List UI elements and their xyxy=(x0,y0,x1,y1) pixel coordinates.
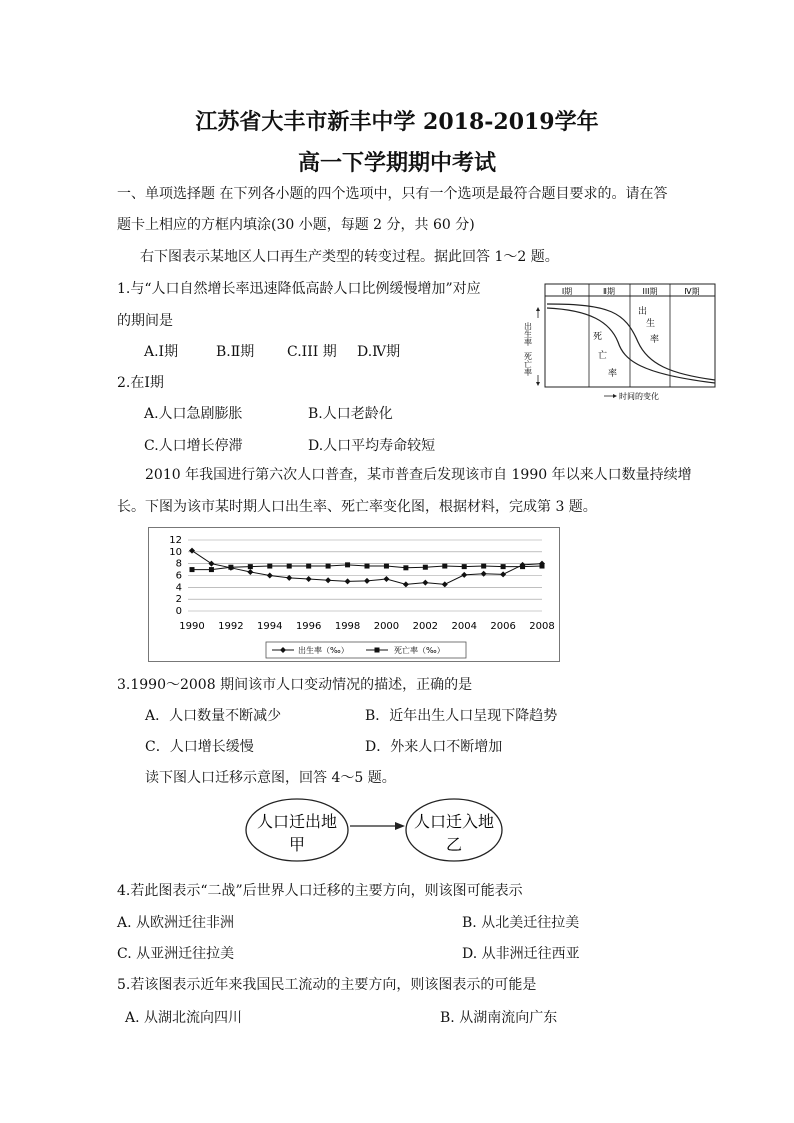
q4-option-d: D. 从非洲迁往西亚 xyxy=(462,946,580,962)
death-rate-point xyxy=(228,565,233,570)
curve-birth-char-2: 生 xyxy=(646,319,656,329)
q2-option-d: D.人口平均寿命较短 xyxy=(308,438,436,454)
q3-option-b: B．近年出生人口呈现下降趋势 xyxy=(365,708,558,724)
x-tick-label: 2006 xyxy=(490,621,516,632)
death-rate-point xyxy=(462,564,467,569)
q5-option-b: B. 从湖南流向广东 xyxy=(440,1010,558,1026)
curve-death-char-2: 亡 xyxy=(598,351,608,361)
x-tick-label: 1990 xyxy=(179,621,205,632)
death-rate-point xyxy=(501,564,506,569)
q2-option-b: B.人口老龄化 xyxy=(308,406,393,422)
page-title: 江苏省大丰市新丰中学 2018-2019学年 xyxy=(195,109,599,135)
death-rate-point xyxy=(423,565,428,570)
death-rate-point xyxy=(209,567,214,572)
y-label-death: 死亡率 xyxy=(523,352,533,376)
migration-diagram xyxy=(244,796,504,866)
y-label-birth: 出生率 xyxy=(523,322,533,346)
legend-death-marker xyxy=(375,648,380,653)
q2-option-c: C.人口增长停滞 xyxy=(144,438,243,454)
x-tick-label: 1996 xyxy=(295,621,322,632)
death-rate-point xyxy=(442,564,447,569)
death-rate-point xyxy=(190,567,195,572)
q3-option-a: A．人口数量不断减少 xyxy=(145,708,282,724)
period-1-label: Ⅰ期 xyxy=(561,287,573,296)
q1-option-c: C.III 期 xyxy=(287,344,337,360)
intro-q4-5: 读下图人口迁移示意图，回答 4～5 题。 xyxy=(145,770,396,786)
legend-birth-label: 出生率（‰） xyxy=(298,646,349,655)
x-label-time: 时间的变化 xyxy=(619,392,659,401)
q4-stem: 4.若此图表示“二战”后世界人口迁移的主要方向，则该图可能表示 xyxy=(117,883,523,899)
curve-death-char-3: 率 xyxy=(608,369,618,379)
curve-birth-char-3: 率 xyxy=(650,335,660,345)
section-instructions-cont: 题卡上相应的方框内填涂(30 小题，每题 2 分，共 60 分) xyxy=(117,217,475,233)
death-rate-point xyxy=(481,564,486,569)
death-rate-point xyxy=(365,564,370,569)
q2-stem: 2.在Ⅰ期 xyxy=(117,375,164,391)
q1-option-a: A.Ⅰ期 xyxy=(144,344,179,360)
destination-label: 人口迁入地 xyxy=(413,812,495,831)
demographic-transition-diagram xyxy=(520,282,720,404)
q1-stem-cont: 的期间是 xyxy=(117,313,173,329)
death-rate-point xyxy=(287,564,292,569)
q5-stem: 5.若该图表示近年来我国民工流动的主要方向，则该图表示的可能是 xyxy=(117,977,537,993)
curve-birth-char-1: 出 xyxy=(638,307,648,317)
q3-stem: 3.1990～2008 期间该市人口变动情况的描述，正确的是 xyxy=(117,677,473,693)
y-tick-label: 4 xyxy=(175,582,182,594)
x-tick-label: 1998 xyxy=(334,621,361,632)
y-tick-label: 0 xyxy=(175,606,182,617)
q4-option-b: B. 从北美迁往拉美 xyxy=(462,915,580,931)
death-rate-point xyxy=(306,564,311,569)
section-instructions: 一、单项选择题 在下列各小题的四个选项中，只有一个选项是最符合题目要求的。请在答 xyxy=(117,186,668,202)
x-tick-label: 2002 xyxy=(412,621,439,632)
x-tick-label: 2000 xyxy=(373,621,400,632)
y-tick-label: 8 xyxy=(175,558,182,570)
death-rate-point xyxy=(267,564,272,569)
q3-option-c: C．人口增长缓慢 xyxy=(145,739,254,755)
death-rate-point xyxy=(248,564,253,569)
intro-q3: 2010 年我国进行第六次人口普查，某市普查后发现该市自 1990 年以来人口数量持续增 xyxy=(145,467,692,483)
legend-death-label: 死亡率（‰） xyxy=(394,646,445,655)
period-3-label: III期 xyxy=(642,287,658,296)
x-tick-label: 1992 xyxy=(218,621,244,632)
intro-q3-cont: 长。下图为该市某时期人口出生率、死亡率变化图，根据材料，完成第 3 题。 xyxy=(117,499,597,515)
q2-option-a: A.人口急剧膨胀 xyxy=(144,406,243,422)
q4-option-c: C. 从亚洲迁往拉美 xyxy=(117,946,235,962)
q1-stem: 1.与“人口自然增长率迅速降低高龄人口比例缓慢增加”对应 xyxy=(117,281,481,297)
q1-option-b: B.Ⅱ期 xyxy=(216,344,255,360)
origin-label: 人口迁出地 xyxy=(256,812,338,831)
page-subtitle: 高一下学期期中考试 xyxy=(297,150,496,176)
q5-option-a: A. 从湖北流向四川 xyxy=(125,1010,243,1026)
y-tick-label: 6 xyxy=(175,570,182,582)
q1-option-d: D.Ⅳ期 xyxy=(357,344,401,360)
death-rate-point xyxy=(384,564,389,569)
period-2-label: Ⅱ期 xyxy=(603,287,615,296)
y-tick-label: 12 xyxy=(169,535,182,546)
death-rate-point xyxy=(326,564,331,569)
death-rate-curve xyxy=(547,308,715,383)
curve-death-char-1: 死 xyxy=(593,332,603,342)
death-rate-point xyxy=(540,564,545,569)
birth-death-rate-chart xyxy=(148,527,560,662)
death-rate-point xyxy=(403,565,408,570)
destination-name: 乙 xyxy=(445,835,463,854)
y-tick-label: 2 xyxy=(175,594,182,606)
q4-option-a: A. 从欧洲迁往非洲 xyxy=(117,915,235,931)
y-tick-label: 10 xyxy=(169,546,182,558)
q3-option-d: D．外来人口不断增加 xyxy=(365,739,503,755)
intro-q1-2: 右下图表示某地区人口再生产类型的转变过程。据此回答 1～2 题。 xyxy=(140,249,559,265)
x-tick-label: 2008 xyxy=(529,621,555,632)
death-rate-point xyxy=(520,564,525,569)
x-tick-label: 1994 xyxy=(257,621,283,632)
death-rate-point xyxy=(345,562,350,567)
birth-rate-curve xyxy=(547,304,715,380)
period-4-label: Ⅳ期 xyxy=(684,287,700,296)
origin-name: 甲 xyxy=(288,835,306,854)
x-tick-label: 2004 xyxy=(451,621,477,632)
